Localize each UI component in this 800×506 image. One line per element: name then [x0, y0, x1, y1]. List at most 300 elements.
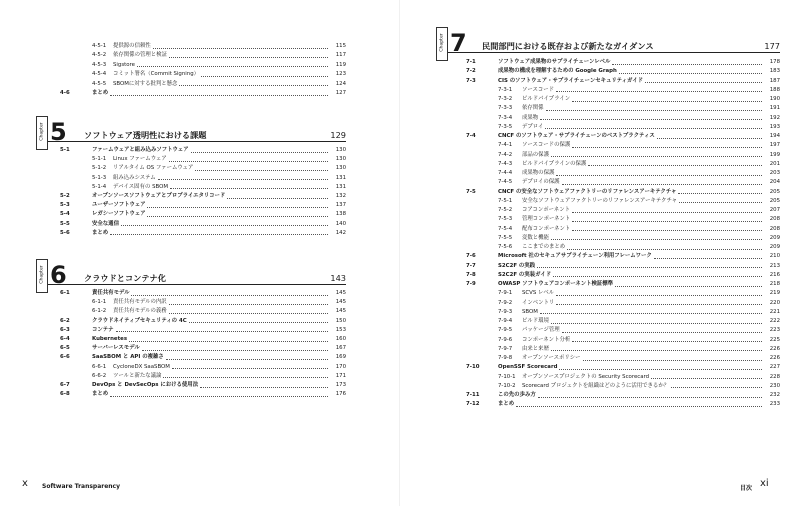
leader-dots	[572, 212, 762, 213]
toc-entry-title: オープンソースソフトウェアとプロプライエタリコード	[92, 193, 226, 199]
toc-entry-title: CIS のソフトウェア・サプライチェーンセキュリティガイド	[498, 77, 644, 84]
toc-entry-number: 7-7	[466, 262, 476, 269]
toc-entry-number: 7-9-1	[498, 290, 513, 297]
toc-entry[interactable]	[466, 299, 780, 308]
chapter-title: ソフトウェア透明性における課題	[84, 130, 207, 140]
toc-entry-page: 192	[769, 114, 780, 121]
toc-entry-number: 6-2	[60, 317, 70, 324]
leader-dots	[588, 165, 762, 166]
toc-entry-number: 7-8	[466, 271, 476, 278]
book-title: Software Transparency	[42, 483, 121, 490]
toc-entry[interactable]	[466, 317, 780, 326]
toc-entry-title: オープンソースプロジェクトの Security Scorecard	[522, 373, 650, 380]
toc-entry-title: ソースコード	[522, 86, 555, 93]
toc-entry[interactable]	[60, 183, 346, 192]
toc-entry[interactable]	[466, 252, 780, 261]
toc-entry-number: 7-4-4	[498, 170, 513, 176]
toc-entry-title: ツールと新たな議論	[113, 372, 162, 379]
toc-entry-title: 責任共有モデル	[92, 290, 130, 296]
toc-entry-title: Kubernetes	[92, 336, 128, 342]
leader-dots	[110, 95, 328, 96]
toc-entry-title: CNCF の安全なソフトウェアファクトリーのリファレンスアーキテクチャ	[498, 188, 677, 195]
toc-entry-number: 7-4-2	[498, 151, 513, 158]
toc-entry[interactable]	[60, 326, 346, 335]
toc-entry-title: 成果物の構成を理解するための Google Graph	[498, 68, 617, 75]
toc-entry[interactable]	[60, 70, 346, 79]
toc-entry-page: 150	[335, 317, 346, 324]
toc-entry-page: 216	[769, 271, 780, 278]
toc-entry-title: オープンソースポリシー	[522, 355, 581, 361]
toc-entry-number: 7-3-1	[498, 86, 513, 93]
toc-entry-title: 責任共有モデルの内訳	[113, 299, 167, 306]
chapter-page: 143	[330, 273, 346, 283]
toc-entry-title: 依存関係の管理と検証	[113, 52, 167, 59]
toc-entry[interactable]	[466, 234, 780, 243]
toc-entry[interactable]	[60, 344, 346, 353]
toc-entry-number: 5-1-4	[92, 183, 107, 190]
toc-entry-title: コンポーネント分析	[522, 336, 571, 343]
toc-entry[interactable]	[60, 146, 346, 155]
toc-entry[interactable]	[466, 326, 780, 335]
leader-dots	[142, 350, 328, 351]
toc-entry-page: 219	[769, 290, 780, 297]
toc-entry-page: 207	[769, 207, 780, 213]
toc-entry-title: この先の歩み方	[498, 392, 536, 398]
toc-entry-page: 209	[769, 234, 780, 241]
toc-entry-page: 145	[335, 290, 346, 296]
toc-entry-number: 7-5-3	[498, 216, 513, 223]
toc-entry-title: 安全なソフトウェアファクトリーのリファレンスアーキテクチャ	[522, 197, 678, 204]
toc-entry-title: S2C2F の実践	[498, 262, 536, 269]
toc-entry-page: 208	[769, 216, 780, 223]
toc-entry-number: 7-1	[466, 59, 476, 65]
toc-entry[interactable]	[60, 42, 346, 51]
toc-entry-title: 成果物	[522, 114, 539, 121]
toc-entry-number: 5-6	[60, 229, 70, 236]
leader-dots	[169, 304, 328, 305]
leader-dots	[131, 295, 328, 296]
toc-entry-number: 4-5-4	[92, 71, 107, 78]
toc-entry-number: 5-1-2	[92, 165, 107, 172]
chapter-tab	[436, 27, 448, 61]
toc-entry[interactable]	[60, 220, 346, 229]
toc-entry-title: DevOps と DevSecOps における使用法	[92, 382, 199, 388]
toc-entry-page: 132	[335, 193, 346, 199]
toc-entry[interactable]	[466, 345, 780, 354]
leader-dots	[169, 313, 328, 314]
toc-entry-number: 4-5-2	[92, 52, 107, 59]
toc-entry-page: 210	[769, 253, 780, 260]
toc-entry[interactable]	[60, 174, 346, 183]
toc-entry[interactable]	[466, 382, 780, 391]
chapter-label: Chapter	[439, 33, 445, 52]
toc-entry-page: 232	[769, 392, 780, 398]
leader-dots	[163, 377, 328, 378]
leader-dots	[572, 101, 762, 102]
toc-entry-title: OpenSSF Scorecard	[498, 364, 558, 371]
leader-dots	[567, 249, 762, 250]
leader-dots	[562, 332, 762, 333]
toc-entry-number: 5-1	[60, 147, 70, 153]
leader-dots	[572, 341, 762, 342]
toc-entry[interactable]	[60, 353, 346, 362]
toc-entry-page: 199	[769, 151, 780, 158]
toc-entry-title: ビルドパイプラインの保護	[522, 160, 587, 167]
toc-entry[interactable]	[60, 51, 346, 60]
leader-dots	[179, 85, 328, 86]
toc-entry-title: インベントリ	[522, 299, 555, 306]
toc-entry-number: 7-3-3	[498, 105, 513, 112]
toc-entry-page: 124	[335, 80, 346, 87]
toc-entry-number: 7-4	[466, 133, 476, 139]
toc-entry[interactable]	[60, 289, 346, 298]
toc-entry[interactable]	[466, 373, 780, 382]
toc-entry-number: 7-5-6	[498, 244, 513, 250]
toc-entry-page: 123	[335, 71, 346, 78]
toc-entry-number: 7-4-5	[498, 179, 513, 186]
toc-entry-title: 組み込みシステム	[113, 174, 156, 181]
toc-entry-number: 6-3	[60, 326, 70, 333]
toc-entry-page: 130	[335, 165, 346, 172]
toc-entry-title: デプロイの保護	[522, 179, 560, 186]
toc-entry-title: ファームウェアと組み込みソフトウェア	[92, 147, 189, 153]
leader-dots	[121, 225, 328, 226]
chapter-rule	[48, 141, 346, 142]
toc-entry[interactable]	[466, 363, 780, 372]
toc-entry[interactable]	[60, 307, 346, 316]
toc-entry-title: CNCF のソフトウェア・サプライチェーンのベストプラクティス	[498, 133, 655, 139]
toc-entry[interactable]	[466, 262, 780, 271]
toc-entry-page: 223	[769, 327, 780, 334]
toc-entry-page: 167	[335, 345, 346, 352]
toc-entry-page: 169	[335, 354, 346, 361]
toc-entry[interactable]	[466, 400, 780, 409]
leader-dots	[562, 184, 762, 185]
toc-entry-page: 138	[335, 211, 346, 218]
toc-entry-number: 7-10-1	[498, 373, 516, 380]
toc-entry[interactable]	[466, 197, 780, 206]
toc-entry[interactable]	[466, 132, 780, 141]
toc-entry-page: 145	[335, 308, 346, 315]
chapter-tab	[36, 259, 48, 293]
toc-entry[interactable]	[60, 80, 346, 89]
toc-entry-title: 管理コンポーネント	[522, 216, 571, 223]
leader-dots	[559, 369, 762, 370]
toc-entry[interactable]	[466, 114, 780, 123]
toc-entry[interactable]	[466, 391, 780, 400]
toc-entry-number: 5-2	[60, 193, 70, 199]
toc-entry-title: SBOMに対する批判と懸念	[113, 80, 178, 87]
toc-entry[interactable]	[466, 104, 780, 113]
toc-entry[interactable]	[60, 317, 346, 326]
toc-entry[interactable]	[466, 280, 780, 289]
toc-entry[interactable]	[466, 160, 780, 169]
toc-entry-number: 4-5-3	[92, 61, 107, 68]
leader-dots	[553, 276, 762, 277]
leader-dots	[551, 156, 762, 157]
leader-dots	[556, 175, 762, 176]
toc-entry[interactable]	[466, 67, 780, 76]
toc-entry[interactable]	[466, 289, 780, 298]
toc-entry-title: OWASP ソフトウェアコンポーネント検証標準	[498, 281, 614, 287]
leader-dots	[583, 360, 762, 361]
toc-entry[interactable]	[60, 89, 346, 98]
chapter-number: 7	[450, 29, 467, 57]
toc-entry[interactable]	[60, 155, 346, 164]
toc-entry-title: まとめ	[498, 401, 515, 408]
toc-entry-page: 191	[769, 105, 780, 112]
chapter-title: クラウドとコンテナ化	[84, 273, 166, 283]
toc-entry-number: 7-6	[466, 253, 476, 260]
chapter-rule	[48, 284, 346, 285]
toc-entry-title: リアルタイム OS ファームウェア	[113, 165, 194, 172]
toc-entry-title: レガシーソフトウェア	[92, 211, 146, 218]
leader-dots	[169, 161, 328, 162]
toc-entry[interactable]	[60, 335, 346, 344]
toc-entry-title: まとめ	[92, 391, 109, 398]
toc-entry-title: SBOM	[522, 308, 538, 315]
leader-dots	[195, 170, 328, 171]
toc-entry-page: 117	[335, 52, 346, 59]
toc-entry-number: 6-1-2	[92, 308, 107, 315]
toc-entry-number: 7-9-3	[498, 308, 513, 315]
toc-entry-page: 130	[335, 156, 346, 163]
toc-entry-page: 220	[769, 299, 780, 306]
toc-entry-page: 221	[769, 308, 780, 315]
toc-entry-page: 218	[769, 281, 780, 287]
toc-entry-page: 230	[769, 382, 780, 389]
toc-entry-number: 6-1-1	[92, 299, 107, 306]
toc-entry-number: 4-5-5	[92, 80, 107, 87]
toc-entry-page: 208	[769, 225, 780, 232]
toc-entry-page: 194	[769, 133, 780, 139]
toc-entry-title: Microsoft 社のセキュアサプライチェーン利用フレームワーク	[498, 253, 652, 260]
toc-entry-page: 153	[335, 326, 346, 333]
toc-entry-page: 226	[769, 345, 780, 352]
toc-entry[interactable]	[466, 86, 780, 95]
chapter-title: 民間部門における既存および新たなガイダンス	[482, 41, 654, 51]
toc-entry[interactable]	[60, 192, 346, 201]
chapter-number: 5	[50, 118, 67, 146]
toc-entry-page: 131	[335, 174, 346, 181]
toc-entry[interactable]	[60, 381, 346, 390]
chapter-tab	[36, 116, 48, 150]
toc-entry-number: 6-6-1	[92, 363, 107, 370]
toc-entry[interactable]	[60, 201, 346, 210]
toc-entry-title: ビルドパイプライン	[522, 96, 571, 102]
toc-entry[interactable]	[466, 354, 780, 363]
leader-dots	[619, 73, 762, 74]
leader-dots	[129, 341, 328, 342]
toc-entry-title: S2C2F の実装ガイド	[498, 271, 552, 278]
toc-entry-number: 7-5	[466, 188, 476, 195]
toc-entry-page: 193	[769, 123, 780, 130]
toc-entry-title: Sigstore	[113, 61, 135, 68]
toc-entry-page: 226	[769, 355, 780, 361]
toc-entry[interactable]	[466, 243, 780, 252]
leader-dots	[612, 64, 762, 65]
toc-entry-page: 201	[769, 160, 780, 167]
leader-dots	[556, 91, 762, 92]
toc-entry-title: まとめ	[92, 229, 109, 236]
toc-entry-title: パッケージ管理	[522, 327, 560, 334]
toc-entry-number: 7-9-2	[498, 299, 513, 306]
leader-dots	[572, 221, 762, 222]
leader-dots	[147, 207, 328, 208]
leader-dots	[678, 193, 762, 194]
leader-dots	[615, 286, 762, 287]
toc-entry-page: 160	[335, 336, 346, 342]
leader-dots	[158, 179, 328, 180]
toc-entry[interactable]	[60, 390, 346, 399]
toc-entry-page: 142	[335, 229, 346, 236]
toc-entry-page: 131	[335, 183, 346, 190]
toc-entry-title: SaaSBOM と API の複雑さ	[92, 354, 164, 361]
toc-entry[interactable]	[60, 229, 346, 238]
leader-dots	[679, 202, 762, 203]
toc-entry-number: 7-3-2	[498, 96, 513, 102]
toc-entry-title: 由来と来歴	[522, 345, 549, 352]
leader-dots	[537, 267, 762, 268]
toc-entry-number: 5-3	[60, 202, 70, 209]
toc-entry-title: 提供源の信頼性	[113, 43, 151, 49]
leader-dots	[170, 188, 328, 189]
leader-dots	[645, 82, 762, 83]
toc-entry[interactable]	[466, 58, 780, 67]
toc-entry[interactable]	[60, 164, 346, 173]
toc-entry-title: まとめ	[92, 90, 109, 96]
toc-entry-number: 7-3-4	[498, 114, 513, 121]
toc-entry-title: ソースコードの保護	[522, 142, 571, 149]
toc-entry[interactable]	[466, 308, 780, 317]
toc-entry-title: デプロイ	[522, 123, 544, 130]
toc-entry-page: 190	[769, 96, 780, 102]
toc-entry[interactable]	[466, 225, 780, 234]
toc-entry-number: 7-9	[466, 281, 476, 287]
toc-entry[interactable]	[60, 61, 346, 70]
leader-dots	[551, 323, 762, 324]
chapter-label: Chapter	[39, 265, 45, 284]
toc-entry[interactable]	[466, 77, 780, 86]
toc-entry-number: 7-9-5	[498, 327, 513, 334]
toc-entry-title: CycloneDX SaaSBOM	[113, 363, 170, 370]
chapter-page: 129	[330, 130, 346, 140]
toc-entry-title: ユーザーソフトウェア	[92, 202, 146, 209]
toc-entry[interactable]	[466, 169, 780, 178]
toc-entry-number: 7-9-6	[498, 336, 513, 343]
toc-entry[interactable]	[466, 123, 780, 132]
toc-entry[interactable]	[60, 210, 346, 219]
toc-entry-page: 213	[769, 262, 780, 269]
left-page-number: x	[22, 478, 28, 489]
leader-dots	[540, 119, 762, 120]
toc-entry-page: 188	[769, 86, 780, 93]
toc-entry-title: コンテナ	[92, 326, 114, 333]
toc-entry-number: 7-5-5	[498, 234, 513, 241]
leader-dots	[166, 359, 328, 360]
toc-entry[interactable]	[466, 271, 780, 280]
toc-entry-title: ここまでのまとめ	[522, 244, 566, 250]
toc-entry-number: 7-11	[466, 392, 480, 398]
toc-entry-number: 6-4	[60, 336, 70, 342]
toc-entry-title: 依存関係	[522, 105, 544, 112]
leader-dots	[540, 313, 762, 314]
toc-entry[interactable]	[466, 141, 780, 150]
toc-entry[interactable]	[60, 363, 346, 372]
leader-dots	[110, 234, 328, 235]
toc-entry-page: 178	[769, 59, 780, 65]
toc-entry-title: 部品の保護	[522, 151, 549, 158]
toc-entry-number: 4-6	[60, 90, 70, 96]
chapter-rule	[448, 52, 780, 53]
toc-entry[interactable]	[466, 188, 780, 197]
toc-entry[interactable]	[466, 215, 780, 224]
toc-entry-page: 119	[335, 61, 346, 68]
leader-dots	[137, 66, 328, 67]
toc-entry-title: 成果物の保護	[522, 170, 555, 176]
chapter-number: 6	[50, 261, 67, 289]
toc-entry[interactable]	[466, 178, 780, 187]
leader-dots	[651, 378, 762, 379]
toc-entry-number: 7-5-1	[498, 197, 513, 204]
toc-entry[interactable]	[466, 151, 780, 160]
toc-entry-number: 7-2	[466, 68, 476, 75]
toc-entry-page: 137	[335, 202, 346, 209]
toc-entry-title: デバイス固有の SBOM	[113, 183, 168, 190]
toc-entry-number: 7-5-4	[498, 225, 513, 232]
chapter-page: 177	[764, 41, 780, 51]
toc-entry-title: 変数と機能	[522, 234, 549, 241]
leader-dots	[546, 110, 762, 111]
toc-entry-number: 4-5-1	[92, 43, 107, 49]
toc-entry-page: 115	[335, 43, 346, 49]
toc-entry-number: 7-10	[466, 364, 480, 371]
toc-entry-number: 7-10-2	[498, 382, 516, 389]
chapter-label: Chapter	[39, 122, 45, 141]
leader-dots	[551, 350, 762, 351]
toc-entry-page: 127	[335, 90, 346, 96]
toc-entry[interactable]	[466, 336, 780, 345]
leader-dots	[153, 48, 328, 49]
toc-entry-page: 197	[769, 142, 780, 149]
toc-entry-number: 6-8	[60, 391, 70, 398]
toc-entry-number: 6-7	[60, 382, 70, 388]
leader-dots	[671, 387, 762, 388]
toc-entry-number: 7-4-3	[498, 160, 513, 167]
toc-entry[interactable]	[466, 95, 780, 104]
toc-entry[interactable]	[466, 206, 780, 215]
toc-entry-title: コアコンポーネント	[522, 207, 570, 213]
toc-entry-page: 130	[335, 147, 346, 153]
leader-dots	[572, 230, 762, 231]
toc-entry[interactable]	[60, 298, 346, 307]
toc-entry-title: SCVS レベル	[522, 290, 555, 297]
toc-entry-number: 7-4-1	[498, 142, 513, 149]
toc-entry[interactable]	[60, 372, 346, 381]
toc-entry-title: Scorecard プロジェクトを組織はどのように活用できるか？	[522, 382, 670, 389]
leader-dots	[200, 387, 328, 388]
toc-entry-page: 170	[335, 363, 346, 370]
toc-entry-page: 233	[769, 401, 780, 408]
toc-entry-page: 145	[335, 299, 346, 306]
right-page	[400, 0, 800, 506]
leader-dots	[116, 331, 328, 332]
leader-dots	[551, 239, 762, 240]
toc-entry-page: 203	[769, 170, 780, 176]
leader-dots	[516, 406, 762, 407]
toc-entry-title: コミット署名（Commit Signing）	[113, 71, 200, 78]
toc-entry-page: 187	[769, 77, 780, 84]
